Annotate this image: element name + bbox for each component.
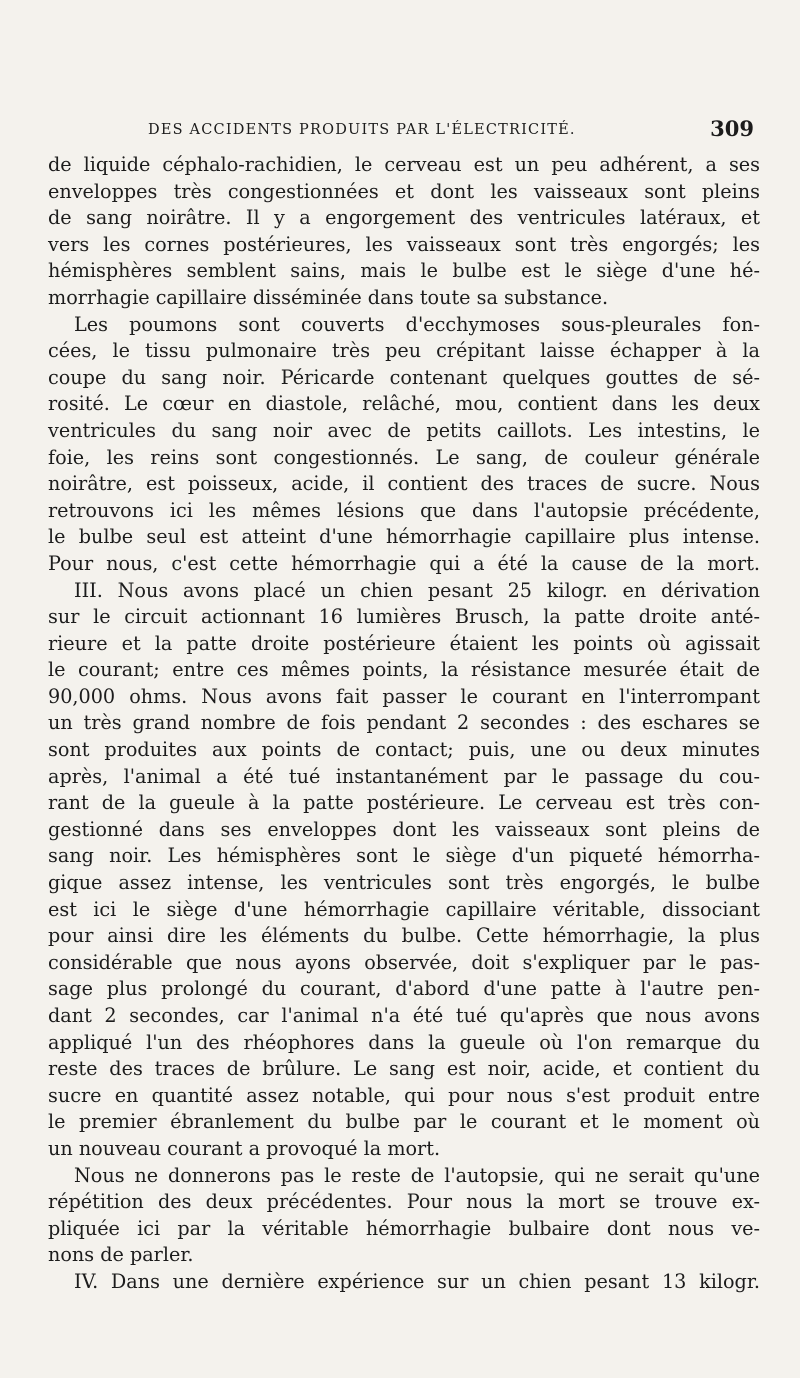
text-line: rieure et la patte droite postérieure étaient les points où agissait [48, 631, 760, 655]
text-line: un nouveau courant a provoqué la mort. [48, 1136, 441, 1160]
text-line: foie, les reins sont congestionnés. Le sang, de couleur générale [48, 445, 760, 469]
text-line: rant de la gueule à la patte postérieure. Le cerveau est très con- [48, 791, 760, 815]
text-line: enveloppes très congestionnées et dont les vaisseaux sont pleins [48, 179, 760, 203]
text-line: sucre en quantité assez notable, qui pour nous s'est produit entre [48, 1083, 760, 1107]
text-line: Nous ne donnerons pas le reste de l'autopsie, qui ne serait qu'une [74, 1163, 760, 1187]
text-line: sage plus prolongé du courant, d'abord d'une patte à l'autre pen- [48, 977, 760, 1001]
text-line: répétition des deux précédentes. Pour nous la mort se trouve ex- [48, 1190, 760, 1214]
text-line: de sang noirâtre. Il y a engorgement des ventricules latéraux, et [48, 206, 760, 230]
text-line: sang noir. Les hémisphères sont le siège d'un piqueté hémorrha- [48, 844, 760, 868]
text-line: considérable que nous ayons observée, doit s'expliquer par le pas- [48, 950, 760, 974]
page-header [48, 116, 760, 146]
text-line: nons de parler. [48, 1243, 194, 1267]
text-line: 90,000 ohms. Nous avons fait passer le courant en l'interrompant [48, 684, 760, 708]
text-line: cées, le tissu pulmonaire très peu crépitant laisse échapper à la [48, 339, 760, 363]
text-line: rosité. Le cœur en diastole, relâché, mou, contient dans les deux [48, 392, 760, 416]
text-line: Les poumons sont couverts d'ecchymoses sous-pleurales fon- [74, 312, 760, 336]
text-line: vers les cornes postérieures, les vaisseaux sont très engorgés; les [48, 232, 760, 256]
text-line: reste des traces de brûlure. Le sang est noir, acide, et contient du [48, 1057, 760, 1081]
text-line: noirâtre, est poisseux, acide, il contient des traces de sucre. Nous [48, 472, 760, 496]
text-line: hémisphères semblent sains, mais le bulbe est le siège d'une hé- [48, 259, 760, 283]
text-line: gique assez intense, les ventricules sont très engorgés, le bulbe [48, 871, 760, 895]
text-line: III. Nous avons placé un chien pesant 25 kilogr. en dérivation [74, 578, 760, 602]
text-line: sur le circuit actionnant 16 lumières Brusch, la patte droite anté- [48, 605, 760, 629]
body-text [48, 152, 760, 1296]
text-line: ventricules du sang noir avec de petits caillots. Les intestins, le [48, 418, 760, 442]
text-line: le courant; entre ces mêmes points, la résistance mesurée était de [48, 658, 760, 682]
running-head: DES ACCIDENTS PRODUITS PAR L'ÉLECTRICITÉ. [148, 122, 576, 138]
text-line: morrhagie capillaire disséminée dans toute sa substance. [48, 285, 609, 309]
text-line: dant 2 secondes, car l'animal n'a été tué qu'après que nous avons [48, 1004, 760, 1027]
text-line: est ici le siège d'une hémorrhagie capillaire véritable, dissociant [48, 897, 760, 921]
text-line: de liquide céphalo-rachidien, le cerveau est un peu adhérent, a ses [48, 153, 760, 176]
text-line: IV. Dans une dernière expérience sur un chien pesant 13 kilogr. [74, 1269, 760, 1293]
text-line: le bulbe seul est atteint d'une hémorrhagie capillaire plus intense. [48, 525, 760, 549]
text-line: Pour nous, c'est cette hémorrhagie qui a été la cause de la mort. [48, 551, 760, 575]
text-line: le premier ébranlement du bulbe par le courant et le moment où [48, 1110, 760, 1134]
text-line: retrouvons ici les mêmes lésions que dans l'autopsie précédente, [48, 498, 760, 522]
text-line: un très grand nombre de fois pendant 2 secondes : des eschares se [48, 711, 760, 735]
text-line: pour ainsi dire les éléments du bulbe. Cette hémorrhagie, la plus [48, 924, 760, 948]
text-line: sont produites aux points de contact; puis, une ou deux minutes [48, 738, 760, 762]
text-line: après, l'animal a été tué instantanément par le passage du cou- [48, 764, 760, 788]
text-line: gestionné dans ses enveloppes dont les vaisseaux sont pleins de [48, 817, 760, 841]
text-line: coupe du sang noir. Péricarde contenant quelques gouttes de sé- [48, 365, 760, 389]
text-line: appliqué l'un des rhéophores dans la gueule où l'on remarque du [48, 1030, 760, 1054]
page-number: 309 [710, 116, 754, 141]
text-line: pliquée ici par la véritable hémorrhagie bulbaire dont nous ve- [48, 1216, 760, 1240]
